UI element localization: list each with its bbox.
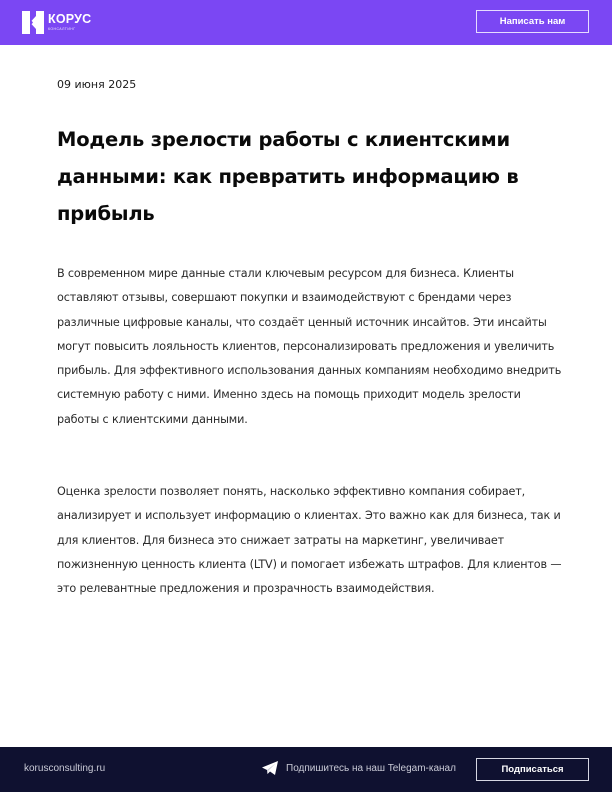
page-footer <box>0 747 612 792</box>
subscribe-button[interactable]: Подписаться <box>476 758 589 781</box>
korus-logo-icon <box>22 11 44 34</box>
article-paragraph: Оценка зрелости позволяет понять, насколько эффективно компания собирает, анализирует и использует информацию о клиентах. Это важно как для бизнеса, так и для клиентов. Для бизнеса это снижает затраты на маркетинг, увеличивает пожизненную ценность клиента (LTV) и помогает избежать штрафов. Для клиентов — это релевантные предложения и прозрачность взаимодействия. <box>57 485 562 596</box>
contact-us-button[interactable]: Написать нам <box>476 10 589 33</box>
article-date: 09 июня 2025 <box>57 78 137 91</box>
logo-subtitle: КОНСАЛТИНГ <box>48 27 76 31</box>
telegram-link[interactable] <box>262 761 456 775</box>
telegram-label: Подпишитесь на наш Telegam-канал <box>286 762 456 774</box>
site-link[interactable]: korusconsulting.ru <box>24 763 106 774</box>
page-header <box>0 0 612 45</box>
korus-logo[interactable] <box>22 11 91 34</box>
article-paragraph: В современном мире данные стали ключевым ресурсом для бизнеса. Клиенты оставляют отзывы, совершают покупки и взаимодействуют с брендами через различные цифровые каналы, что создаёт ценный источник инсайтов. Эти инсайты могут повысить лояльность клиентов, персонализировать предложения и увеличить прибыль. Для эффективного использования данных компаниям необходимо внедрить системную работу с ними. Именно здесь на помощь приходит модель зрелости работы с клиентскими данными. <box>57 267 562 426</box>
logo-text <box>48 13 91 32</box>
logo-word: КОРУС <box>48 12 92 26</box>
telegram-icon <box>262 761 278 775</box>
article-title: Модель зрелости работы с клиентскими данными: как превратить информацию в прибыль <box>57 128 519 225</box>
